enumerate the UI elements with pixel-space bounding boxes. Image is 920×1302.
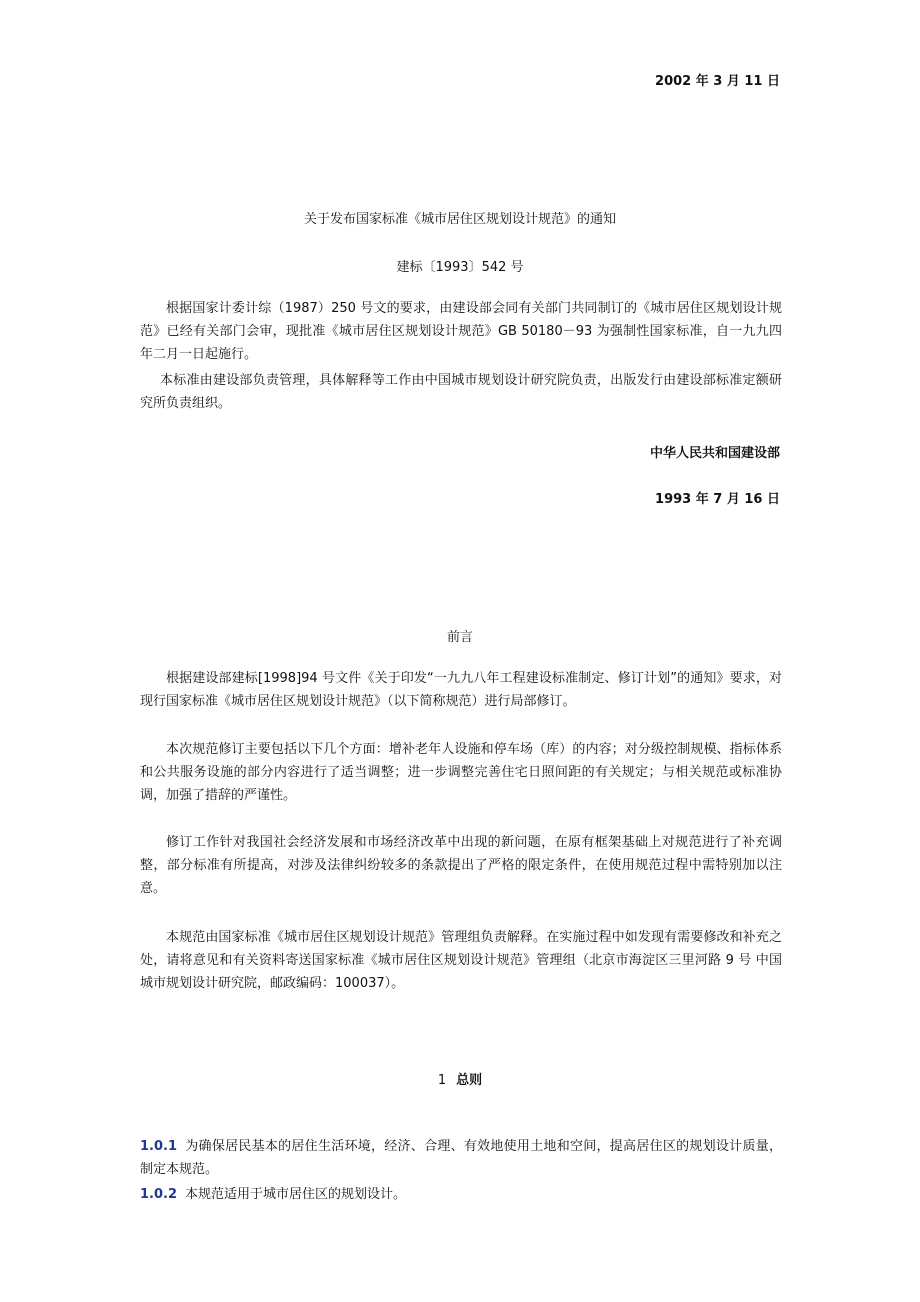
clause-text: 为确保居民基本的居住生活环境，经济、合理、有效地使用土地和空间，提高居住区的规划设计质量，制定本规范。 [140,1139,782,1177]
notice-title: 关于发布国家标准《城市居住区规划设计规范》的通知 [303,212,616,227]
clause-text: 本规范适用于城市居住区的规划设计。 [185,1187,407,1202]
clause-number: 1.0.1 [140,1139,178,1154]
notice-paragraph: 根据国家计委计综（1987）250 号文的要求，由建设部会同有关部门共同制订的《城市居住区规划设计规范》已经有关部门会审，现批准《城市居住区规划设计规范》GB 50180－93 为强制性国家标准，自一九九四年二月一日起施行。 [140,301,782,362]
preface-title: 前言 [446,630,473,645]
preface-paragraph: 修订工作针对我国社会经济发展和市场经济改革中出现的新问题，在原有框架基础上对规范进行了补充调整，部分标准有所提高，对涉及法律纠纷较多的条款提出了严格的限定条件，在使用规范过程中需特别加以注意。 [140,835,782,896]
chapter-title: 总则 [456,1073,483,1088]
preface-paragraph: 根据建设部建标[1998]94 号文件《关于印发“一九九八年工程建设标准制定、修订计划”的通知》要求，对现行国家标准《城市居住区规划设计规范》（以下简称规范）进行局部修订。 [140,671,782,709]
clause-number: 1.0.2 [140,1187,178,1202]
chapter-number: 1 [437,1073,447,1088]
preface-paragraph: 本次规范修订主要包括以下几个方面：增补老年人设施和停车场（库）的内容；对分级控制规模、指标体系和公共服务设施的部分内容进行了适当调整；进一步调整完善住宅日照间距的有关规定；与相关规范或标准协调，加强了措辞的严谨性。 [140,742,782,803]
notice-issuer: 中华人民共和国建设部 [649,446,780,461]
notice-doc-number: 建标〔1993〕542 号 [396,260,524,275]
notice-issue-date: 1993 年 7 月 16 日 [655,492,780,507]
preface-paragraph: 本规范由国家标准《城市居住区规划设计规范》管理组负责解释。在实施过程中如发现有需要修改和补充之处，请将意见和有关资料寄送国家标准《城市居住区规划设计规范》管理组（北京市海淀区三里河路 9 号 中国城市规划设计研究院，邮政编码：100037）。 [140,930,782,991]
chapter-heading [0,1069,920,1088]
header-date: 2002 年 3 月 11 日 [655,74,780,89]
clause [140,1183,782,1206]
notice-paragraph: 本标准由建设部负责管理，具体解释等工作由中国城市规划设计研究院负责，出版发行由建设部标准定额研究所负责组织。 [140,373,782,411]
clause [140,1135,782,1181]
